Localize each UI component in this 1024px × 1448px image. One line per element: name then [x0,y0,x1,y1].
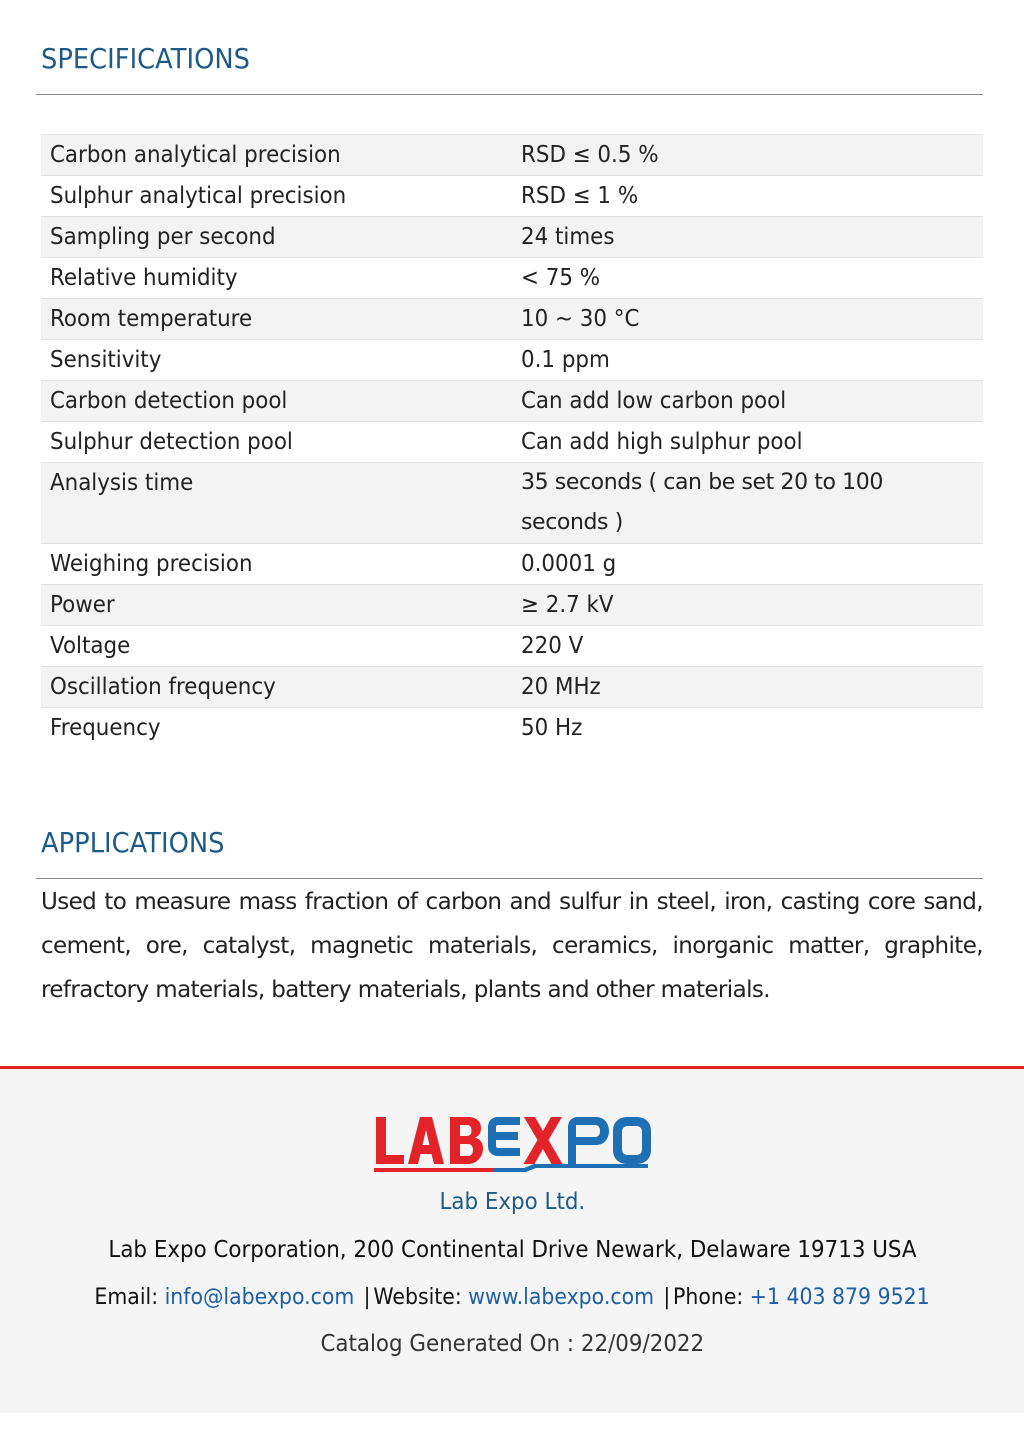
spec-value: 20 MHz [512,667,983,708]
labexpo-logo [372,1113,654,1177]
applications-text: Used to measure mass fraction of carbon and sulfur in steel, iron, casting core sand, cement, ore, catalyst, magnetic materials, ceramics, inorganic matter, graphite, refractory materials, battery materials, plants and other materials. [41,889,983,1003]
spec-row [41,544,983,585]
email-link[interactable]: info@labexpo.com [164,1285,355,1310]
spec-value: 35 seconds ( can be set 20 to 100 seconds ) [512,463,983,544]
company-name: Lab Expo Ltd. [439,1189,585,1215]
spec-value: 24 times [512,217,983,258]
footer [0,1066,1024,1413]
spec-row [41,217,983,258]
phone-link[interactable]: +1 403 879 9521 [749,1285,930,1310]
website-label: Website: [373,1285,462,1310]
spec-value: Can add high sulphur pool [512,422,983,463]
spec-value: 0.0001 g [512,544,983,585]
spec-label: Oscillation frequency [41,667,512,708]
spec-value: ≥ 2.7 kV [512,585,983,626]
spec-row [41,626,983,667]
spec-row [41,708,983,749]
spec-row [41,667,983,708]
contact-line [0,1285,1024,1310]
spec-row [41,176,983,217]
specifications-table [41,134,983,748]
phone-label: Phone: [672,1285,744,1310]
company-address: Lab Expo Corporation, 200 Continental Drive Newark, Delaware 19713 USA [107,1237,917,1263]
spec-label: Carbon analytical precision [41,135,512,176]
spec-row [41,135,983,176]
separator: | [363,1285,371,1310]
spec-value: Can add low carbon pool [512,381,983,422]
applications-divider [36,878,983,879]
spec-label: Room temperature [41,299,512,340]
specifications-heading: SPECIFICATIONS [41,42,250,75]
spec-label: Voltage [41,626,512,667]
spec-row [41,299,983,340]
spec-label: Sulphur analytical precision [41,176,512,217]
spec-label: Sampling per second [41,217,512,258]
separator: | [663,1285,671,1310]
spec-label: Weighing precision [41,544,512,585]
website-link[interactable]: www.labexpo.com [468,1285,654,1310]
specifications-divider [36,94,983,95]
spec-value: RSD ≤ 0.5 % [512,135,983,176]
spec-value: RSD ≤ 1 % [512,176,983,217]
spec-row [41,258,983,299]
spec-label: Frequency [41,708,512,749]
spec-row [41,463,983,544]
spec-label: Carbon detection pool [41,381,512,422]
spec-row [41,585,983,626]
spec-label: Sulphur detection pool [41,422,512,463]
spec-value: < 75 % [512,258,983,299]
spec-row [41,340,983,381]
catalog-generated-date: Catalog Generated On : 22/09/2022 [320,1331,704,1357]
spec-value: 50 Hz [512,708,983,749]
spec-row [41,381,983,422]
spec-row [41,422,983,463]
spec-label: Analysis time [41,463,512,544]
spec-label: Relative humidity [41,258,512,299]
spec-label: Sensitivity [41,340,512,381]
applications-heading: APPLICATIONS [41,826,225,859]
email-label: Email: [94,1285,159,1310]
spec-value: 0.1 ppm [512,340,983,381]
spec-value: 10 ~ 30 °C [512,299,983,340]
spec-label: Power [41,585,512,626]
spec-value: 220 V [512,626,983,667]
